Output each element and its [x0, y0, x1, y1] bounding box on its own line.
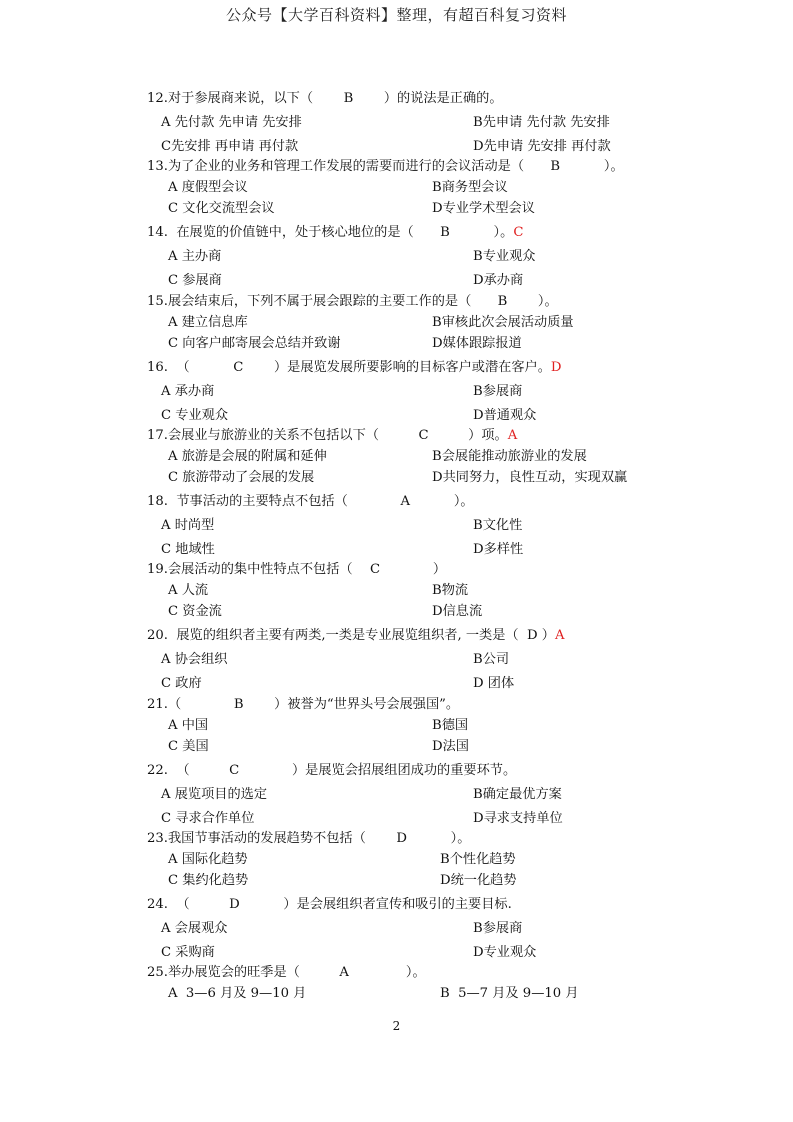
- answer-option: C 专业观众: [161, 408, 229, 423]
- answer-option: B先申请 先付款 先安排: [473, 115, 610, 130]
- answer-option: B个性化趋势: [440, 852, 516, 867]
- page-header: 公众号【大学百科资料】整理，有超百科复习资料: [225, 6, 567, 24]
- answer-option: A 3—6 月及 9—10 月: [168, 986, 307, 1001]
- answer-option: B物流: [432, 583, 469, 598]
- answer-option: C 地域性: [161, 542, 215, 557]
- answer-option: D法国: [432, 739, 469, 754]
- answer-option: D共同努力，良性互动，实现双赢: [432, 470, 628, 485]
- question-text: 23.我国节事活动的发展趋势不包括（ D ）。: [147, 831, 471, 846]
- question-text: 22. （ C ）是展览会招展组团成功的重要环节。: [147, 763, 517, 778]
- answer-option: C 向客户邮寄展会总结并致谢: [168, 336, 341, 351]
- answer-option: B商务型会议: [432, 180, 508, 195]
- answer-option: A 中国: [168, 718, 209, 733]
- answer-option: C 采购商: [161, 945, 215, 960]
- answer-option: B 5—7 月及 9—10 月: [440, 986, 579, 1001]
- question-text: 25.举办展览会的旺季是（ A ）。: [147, 965, 426, 980]
- question-stem: [147, 897, 512, 913]
- answer-option: C 政府: [161, 676, 202, 691]
- question-stem: [147, 225, 523, 241]
- answer-option: D媒体跟踪报道: [432, 336, 522, 351]
- question-stem: [147, 562, 446, 578]
- answer-option: B参展商: [473, 921, 523, 936]
- answer-option: D统一化趋势: [440, 873, 517, 888]
- answer-option: D寻求支持单位: [473, 811, 563, 826]
- answer-option: A 展览项目的选定: [161, 787, 268, 802]
- question-text: 14. 在展览的价值链中，处于核心地位的是（ B ）。: [147, 225, 514, 240]
- question-text: 18. 节事活动的主要特点不包括（ A ）。: [147, 494, 474, 509]
- question-text: 13.为了企业的业务和管理工作发展的需要而进行的会议活动是（ B ）。: [147, 159, 624, 174]
- answer-option: A 度假型会议: [168, 180, 248, 195]
- answer-option: A 建立信息库: [168, 315, 248, 330]
- question-stem: [147, 428, 517, 444]
- answer-option: D信息流: [432, 604, 483, 619]
- answer-option: D承办商: [473, 273, 524, 288]
- question-text: 21.（ B ）被誉为“世界头号会展强国”。: [147, 697, 460, 712]
- question-text: 20. 展览的组织者主要有两类,一类是专业展览组织者, 一类是（ D ）: [147, 628, 555, 643]
- question-stem: [147, 494, 474, 510]
- answer-option: A 人流: [168, 583, 209, 598]
- answer-option: D专业观众: [473, 945, 537, 960]
- question-stem: [147, 294, 558, 310]
- answer-option: A 承办商: [161, 384, 215, 399]
- question-text: 17.会展业与旅游业的关系不包括以下（ C ）项。: [147, 428, 508, 443]
- question-text: 24. （ D ）是会展组织者宣传和吸引的主要目标.: [147, 897, 512, 912]
- answer-option: D 团体: [473, 676, 515, 691]
- answer-option: B专业观众: [473, 249, 536, 264]
- answer-option: B公司: [473, 652, 510, 667]
- question-text: 19.会展活动的集中性特点不包括（ C ）: [147, 562, 447, 577]
- answer-option: A 会展观众: [161, 921, 228, 936]
- answer-option: B德国: [432, 718, 469, 733]
- answer-option: D多样性: [473, 542, 524, 557]
- answer-option: A 时尚型: [161, 518, 215, 533]
- question-stem: [147, 91, 503, 107]
- question-stem: [147, 628, 565, 644]
- answer-option: A 先付款 先申请 先安排: [161, 115, 302, 130]
- question-text: 15.展会结束后，下列不属于展会跟踪的主要工作的是（ B ）。: [147, 294, 558, 309]
- answer-option: C 旅游带动了会展的发展: [168, 470, 315, 485]
- answer-option: C 文化交流型会议: [168, 201, 275, 216]
- answer-option: B文化性: [473, 518, 523, 533]
- question-stem: [147, 360, 561, 376]
- answer-option: B确定最优方案: [473, 787, 562, 802]
- question-stem: [147, 697, 459, 713]
- answer-option: C 参展商: [168, 273, 222, 288]
- page-number: 2: [392, 1019, 401, 1033]
- answer-option: C 集约化趋势: [168, 873, 249, 888]
- answer-mark: A: [554, 628, 565, 643]
- answer-mark: A: [507, 428, 518, 443]
- answer-option: D专业学术型会议: [432, 201, 535, 216]
- answer-option: A 协会组织: [161, 652, 228, 667]
- answer-option: B参展商: [473, 384, 523, 399]
- question-stem: [147, 965, 426, 981]
- question-stem: [147, 831, 470, 847]
- question-stem: [147, 763, 516, 779]
- answer-option: D普通观众: [473, 408, 537, 423]
- question-text: 16. （ C ）是展览发展所要影响的目标客户或潜在客户。: [147, 360, 551, 375]
- answer-mark: D: [550, 360, 562, 375]
- answer-option: A 旅游是会展的附属和延伸: [168, 449, 327, 464]
- answer-option: C 美国: [168, 739, 209, 754]
- answer-option: D先申请 先安排 再付款: [473, 139, 611, 154]
- answer-option: B审核此次会展活动质量: [432, 315, 574, 330]
- question-stem: [147, 159, 624, 175]
- answer-option: C 寻求合作单位: [161, 811, 255, 826]
- answer-option: C先安排 再申请 再付款: [161, 139, 299, 154]
- answer-option: B会展能推动旅游业的发展: [432, 449, 587, 464]
- answer-mark: C: [513, 225, 524, 240]
- answer-option: A 主办商: [168, 249, 222, 264]
- answer-option: A 国际化趋势: [168, 852, 248, 867]
- answer-option: C 资金流: [168, 604, 222, 619]
- question-text: 12.对于参展商来说，以下（ B ）的说法是正确的。: [147, 91, 503, 106]
